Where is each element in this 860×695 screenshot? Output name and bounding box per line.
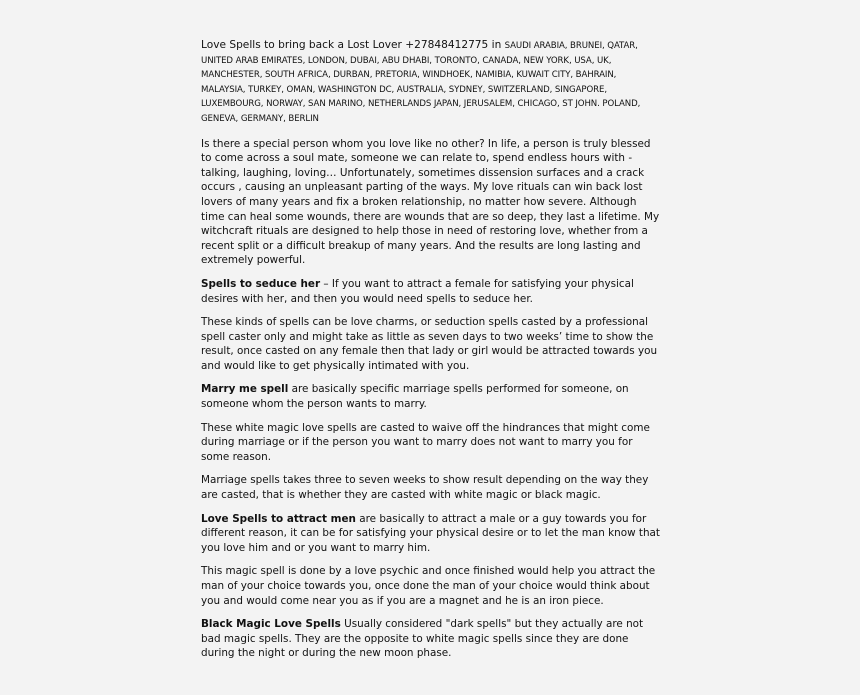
- paragraph-heading: Love Spells to attract men: [201, 512, 356, 525]
- paragraph-marry-me: [201, 382, 663, 411]
- paragraph-text: – If you want to attract a female for satisfying your physical desires with her, and then you would need spells to seduce her.: [201, 277, 634, 305]
- paragraph-seduction-details: [201, 315, 663, 373]
- paragraph-text: Usually considered "dark spells" but they actually are not bad magic spells. They are the opposite to white magic spells since they are done during the night or during the new moon phase.: [201, 618, 644, 660]
- header-places: SAUDI ARABIA, BRUNEI, QATAR, UNITED ARAB EMIRATES, LONDON, DUBAI, ABU DHABI, TORONTO, CANADA, NEW YORK, USA, UK, MANCHESTER, SOUTH AFRICA, DURBAN, PRETORIA, WINDHOEK, NAMIBIA, KUWAIT CITY, BAHRAIN, MALAYSIA, TURKEY, OMAN, WASHINGTON DC, AUSTRALIA, SYDNEY, SWITZERLAND, SINGAPORE, LUXEMBOURG, NORWAY, SAN MARINO, NETHERLANDS JAPAN, JERUSALEM, CHICAGO, ST JOHN. POLAND, GENEVA, GERMANY, BERLIN: [201, 41, 641, 124]
- paragraph-marriage-spells: [201, 473, 663, 502]
- paragraph-text: These white magic love spells are casted to waive off the hindrances that might come during marriage or if the person you want to marry does not want to marry you for some reason.: [201, 421, 650, 463]
- paragraph-black-magic: [201, 617, 663, 661]
- document-body: [201, 39, 663, 670]
- paragraph-heading: Spells to seduce her: [201, 277, 321, 290]
- paragraph-seduce-her: [201, 277, 663, 306]
- paragraph-text: Is there a special person whom you love like no other? In life, a person is truly blessed to come across a soul mate, someone we can relate to, spend endless hours with - talking, laughing, loving… Unfortunately, sometimes dissension surfaces and a crack occurs , causing an unpleasant parting of the ways. My love rituals can win back lost lovers of many years and fix a broken relationship, no matter how severe. Although time can heal some wounds, there are wounds that are so deep, they last a lifetime. My witchcraft rituals are designed to help those in need of restoring love, whether from a recent split or a difficult breakup of many years. And the results are long lasting and extremely powerful.: [201, 137, 660, 267]
- paragraph-heading: Black Magic Love Spells: [201, 618, 341, 631]
- paragraph-magic-spell: [201, 564, 663, 608]
- paragraph-text: are basically to attract a male or a guy towards you for different reason, it can be for satisfying your physical desire or to let the man know that you love him and or you want to marry him.: [201, 512, 660, 554]
- paragraph-white-magic: [201, 421, 663, 465]
- paragraph-text: This magic spell is done by a love psychic and once finished would help you attract the man of your choice towards you, once done the man of your choice would think about you and would come near you as if you are a magnet and he is an iron piece.: [201, 565, 656, 607]
- paragraph-text: Marriage spells takes three to seven weeks to show result depending on the way they are casted, that is whether they are casted with white magic or black magic.: [201, 474, 649, 502]
- document-header: [201, 39, 663, 127]
- header-lead: Love Spells to bring back a Lost Lover +27848412775 in: [201, 39, 502, 51]
- paragraph-text: are basically specific marriage spells performed for someone, on someone whom the person wants to marry.: [201, 383, 629, 411]
- paragraph-intro: [201, 137, 663, 268]
- paragraph-heading: Marry me spell: [201, 383, 289, 396]
- paragraph-text: These kinds of spells can be love charms, or seduction spells casted by a professional spell caster only and might take as little as seven days to two weeks’ time to show the result, once casted on any female then that lady or girl would be attracted towards you and would like to get physically intimated with you.: [201, 316, 658, 372]
- paragraph-attract-men: [201, 512, 663, 556]
